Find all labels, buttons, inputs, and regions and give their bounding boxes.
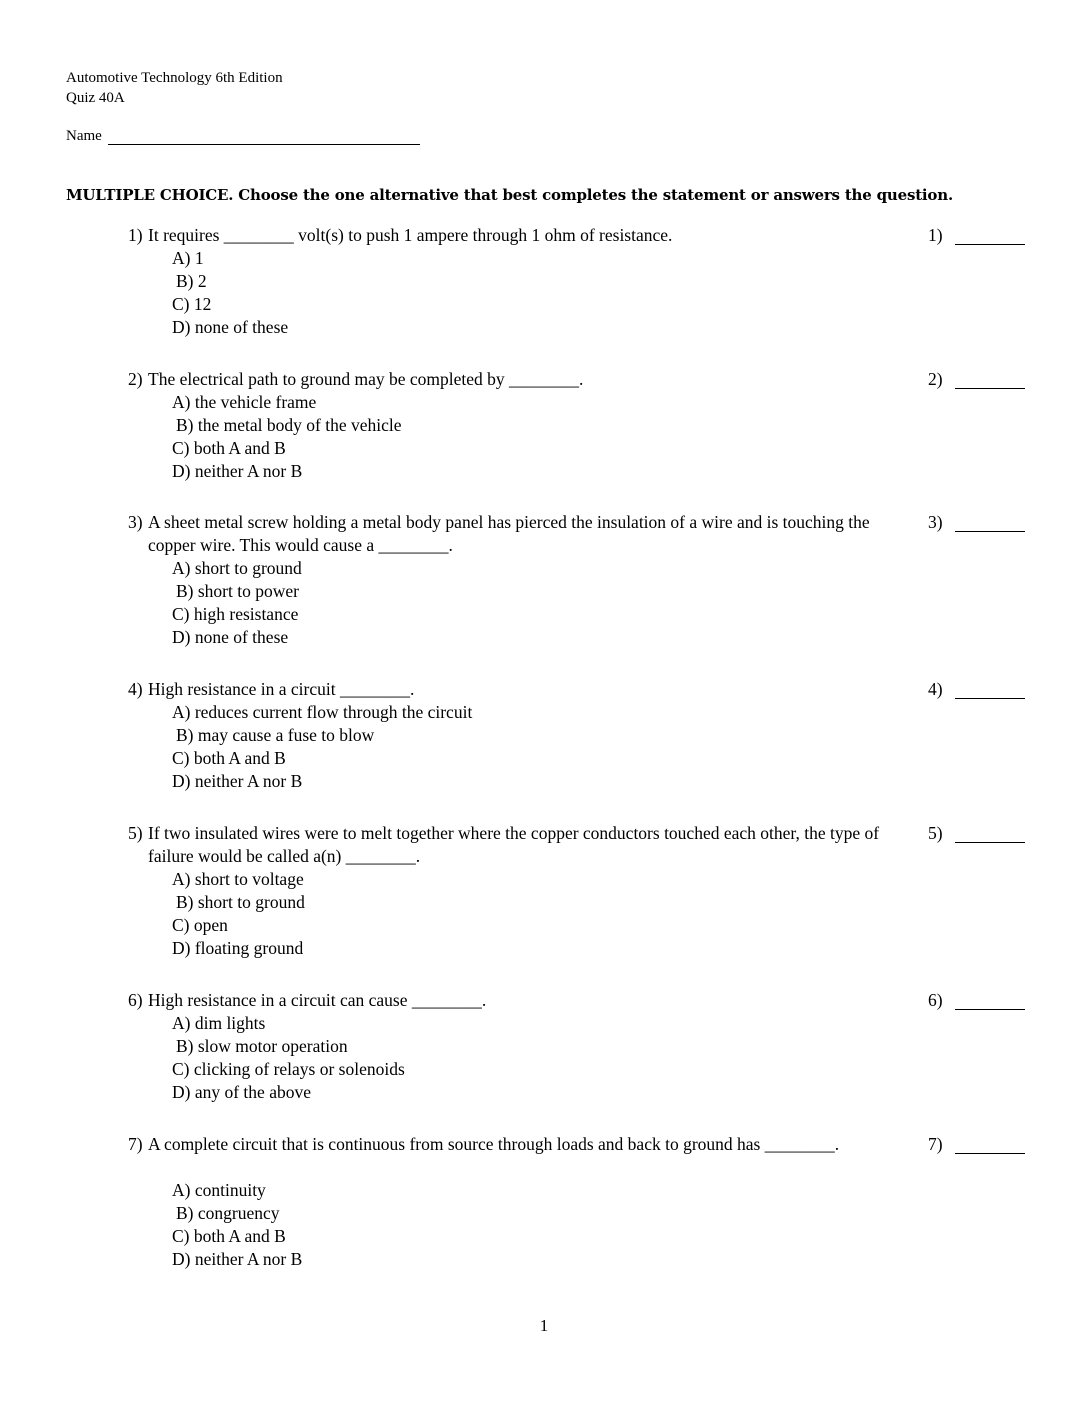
answer-option[interactable]: A) dim lights bbox=[172, 1013, 266, 1033]
answer-option[interactable]: C) open bbox=[172, 915, 228, 935]
answer-blank[interactable] bbox=[955, 842, 1025, 843]
question-text: A sheet metal screw holding a metal body panel has pierced the insulation of a wire and is touching the copper wire. This would cause a ________. bbox=[148, 512, 870, 555]
answer-number: 7) bbox=[928, 1134, 943, 1154]
answer-option[interactable]: D) floating ground bbox=[172, 938, 304, 958]
answer-option[interactable]: C) clicking of relays or solenoids bbox=[172, 1059, 405, 1079]
answer-option[interactable]: C) both A and B bbox=[172, 1226, 286, 1246]
question-number: 5) bbox=[128, 823, 143, 843]
answer-option[interactable]: D) neither A nor B bbox=[172, 771, 303, 791]
name-label: Name bbox=[66, 128, 102, 144]
answer-option[interactable]: A) reduces current flow through the circuit bbox=[172, 702, 473, 722]
name-field-line bbox=[108, 144, 420, 145]
answer-option[interactable]: B) congruency bbox=[176, 1203, 280, 1223]
answer-option[interactable]: B) 2 bbox=[176, 271, 207, 291]
answer-number: 2) bbox=[928, 369, 943, 389]
page-number: 1 bbox=[539, 1316, 549, 1335]
options bbox=[172, 247, 288, 339]
question-number: 3) bbox=[128, 512, 143, 532]
question-text: The electrical path to ground may be completed by ________. bbox=[148, 369, 584, 389]
options bbox=[172, 1012, 405, 1104]
answer-option[interactable]: D) none of these bbox=[172, 317, 289, 337]
answer-option[interactable]: B) the metal body of the vehicle bbox=[176, 415, 402, 435]
question-number: 7) bbox=[128, 1134, 143, 1154]
question-text: High resistance in a circuit can cause ________. bbox=[148, 990, 487, 1010]
question-number: 6) bbox=[128, 990, 143, 1010]
answer-number: 3) bbox=[928, 512, 943, 532]
answer-option[interactable]: A) 1 bbox=[172, 248, 204, 268]
answer-option[interactable]: D) neither A nor B bbox=[172, 1249, 303, 1269]
answer-blank[interactable] bbox=[955, 244, 1025, 245]
answer-option[interactable]: B) may cause a fuse to blow bbox=[176, 725, 375, 745]
answer-option[interactable]: B) slow motor operation bbox=[176, 1036, 348, 1056]
options bbox=[172, 557, 302, 649]
options bbox=[172, 868, 305, 960]
answer-option[interactable]: A) short to voltage bbox=[172, 869, 304, 889]
answer-option[interactable]: A) short to ground bbox=[172, 558, 302, 578]
answer-blank[interactable] bbox=[955, 698, 1025, 699]
options bbox=[172, 701, 472, 793]
question-number: 2) bbox=[128, 369, 143, 389]
quiz-label: Quiz 40A bbox=[66, 90, 125, 106]
answer-option[interactable]: C) 12 bbox=[172, 294, 212, 314]
answer-blank[interactable] bbox=[955, 531, 1025, 532]
question-number: 4) bbox=[128, 679, 143, 699]
answer-option[interactable]: C) both A and B bbox=[172, 438, 286, 458]
answer-number: 6) bbox=[928, 990, 943, 1010]
document-title: Automotive Technology 6th Edition bbox=[66, 70, 283, 86]
answer-number: 5) bbox=[928, 823, 943, 843]
answer-number: 1) bbox=[928, 225, 943, 245]
answer-option[interactable]: B) short to power bbox=[176, 581, 299, 601]
answer-option[interactable]: C) both A and B bbox=[172, 748, 286, 768]
answer-option[interactable]: B) short to ground bbox=[176, 892, 305, 912]
answer-blank[interactable] bbox=[955, 1153, 1025, 1154]
options bbox=[172, 391, 401, 483]
question-text: If two insulated wires were to melt together where the copper conductors touched each other, the type of failure would be called a(n) ________. bbox=[148, 823, 880, 866]
answer-option[interactable]: C) high resistance bbox=[172, 604, 299, 624]
answer-blank[interactable] bbox=[955, 1009, 1025, 1010]
instructions: MULTIPLE CHOICE. Choose the one alternative that best completes the statement or answers the question. bbox=[66, 186, 953, 204]
answer-option[interactable]: A) the vehicle frame bbox=[172, 392, 317, 412]
answer-blank[interactable] bbox=[955, 388, 1025, 389]
question-text: It requires ________ volt(s) to push 1 ampere through 1 ohm of resistance. bbox=[148, 225, 673, 245]
answer-option[interactable]: D) neither A nor B bbox=[172, 461, 303, 481]
answer-option[interactable]: A) continuity bbox=[172, 1180, 266, 1200]
options bbox=[172, 1179, 302, 1271]
question-text: A complete circuit that is continuous from source through loads and back to ground has ________. bbox=[148, 1134, 840, 1154]
answer-option[interactable]: D) any of the above bbox=[172, 1082, 311, 1102]
question-number: 1) bbox=[128, 225, 143, 245]
question-text: High resistance in a circuit ________. bbox=[148, 679, 415, 699]
answer-number: 4) bbox=[928, 679, 943, 699]
answer-option[interactable]: D) none of these bbox=[172, 627, 289, 647]
